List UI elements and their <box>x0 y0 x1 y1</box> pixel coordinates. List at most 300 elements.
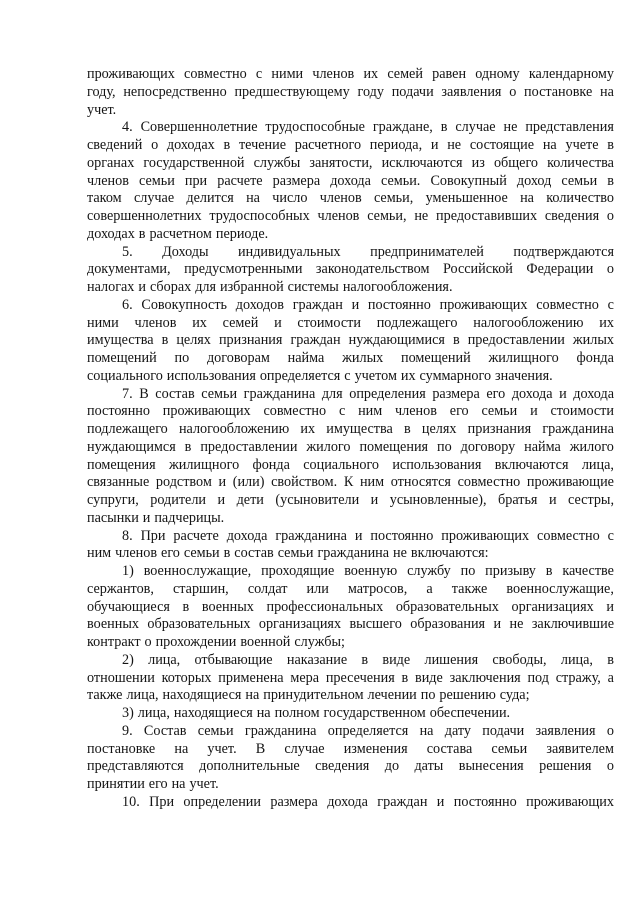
word: течение <box>238 137 286 153</box>
word: также <box>87 687 123 704</box>
word: проживающих <box>162 403 251 420</box>
word: 10. <box>122 793 140 810</box>
text-line <box>87 403 614 421</box>
text-line <box>87 528 614 546</box>
word: представления <box>525 119 614 136</box>
word: службы <box>253 154 301 171</box>
word: граждан <box>292 296 343 313</box>
word: в <box>607 137 614 153</box>
word: и <box>142 509 151 526</box>
word: признания <box>218 332 283 349</box>
word: исключаются <box>381 154 463 171</box>
text-line <box>87 652 614 670</box>
word: 6. <box>122 296 133 313</box>
word: фонда <box>576 350 614 366</box>
word: применена <box>218 669 284 686</box>
word: обеспечении. <box>429 705 511 721</box>
word: гражданина <box>542 421 614 437</box>
text-line <box>87 173 614 191</box>
word: Совершеннолетние <box>140 119 258 136</box>
word: случае <box>455 119 496 136</box>
word: организациях <box>258 616 342 633</box>
word: Совокупность <box>141 296 228 313</box>
word: лечении <box>367 687 417 704</box>
word: проживающих <box>441 527 530 544</box>
word: (или) <box>232 474 265 491</box>
word: его <box>161 545 180 562</box>
word: доход <box>516 172 552 189</box>
word: с <box>607 527 614 544</box>
word: календарному <box>528 66 614 82</box>
word: в <box>223 545 231 562</box>
word: делится <box>186 190 234 207</box>
word: также <box>451 580 488 597</box>
word: семьи <box>481 403 518 420</box>
word: В <box>139 385 149 402</box>
word: доходов <box>235 296 284 313</box>
word: в <box>361 651 369 668</box>
word: полном <box>274 705 320 721</box>
word: военных <box>201 598 254 615</box>
word: отбывающие <box>194 651 273 668</box>
word: виде <box>415 669 443 686</box>
word: проживающие <box>526 474 614 491</box>
word: под <box>527 669 549 686</box>
word: семьи <box>201 385 238 402</box>
word: проходящие <box>261 563 335 579</box>
word: из <box>471 154 485 171</box>
word: расчете <box>173 527 219 544</box>
word: совместно <box>184 66 247 82</box>
word: ними <box>271 66 304 82</box>
word: и <box>430 137 439 153</box>
text-line <box>87 670 614 688</box>
word: дополнительные <box>199 758 300 775</box>
word: проживающих <box>439 296 528 313</box>
word: для <box>321 385 343 402</box>
word: государственной <box>143 154 245 171</box>
word: семьи <box>277 545 314 562</box>
word: дохода <box>573 385 614 402</box>
word: которых <box>161 669 212 686</box>
word: на <box>520 190 534 207</box>
word: совместно <box>536 296 599 313</box>
word: принудительном <box>263 687 364 704</box>
word: решению <box>439 687 496 704</box>
word: членов <box>395 403 437 420</box>
word: и <box>548 492 557 508</box>
word: жилых <box>572 332 614 349</box>
word: предоставивших <box>436 208 538 224</box>
text-line <box>87 137 614 155</box>
word: государственном <box>323 705 426 721</box>
word: на <box>419 722 434 739</box>
word: о <box>509 83 517 100</box>
word: службу <box>407 563 451 579</box>
word: о <box>606 208 614 224</box>
text-line <box>87 776 614 794</box>
word: периоде. <box>215 225 269 242</box>
word: социального <box>87 367 163 384</box>
text-line <box>87 261 614 279</box>
text-line <box>87 190 614 208</box>
text-line <box>87 794 614 812</box>
word: Доходы <box>162 243 209 260</box>
word: При <box>140 527 166 544</box>
word: о <box>151 137 159 153</box>
word: фонда <box>252 456 290 473</box>
word: их <box>300 421 316 437</box>
word: предусмотренными <box>184 261 303 278</box>
word: лица, <box>560 651 593 668</box>
word: нуждающимся <box>87 438 176 455</box>
word: их <box>599 314 614 331</box>
word: военных <box>87 616 139 633</box>
word: их <box>363 66 379 82</box>
word: с <box>255 66 263 82</box>
word: лишения <box>424 651 479 668</box>
text-line <box>87 332 614 350</box>
word: число <box>272 190 308 207</box>
word: свойством. <box>271 474 338 491</box>
word: определяется <box>327 722 409 739</box>
word: году, <box>87 83 116 100</box>
word: на <box>256 705 271 721</box>
word: по <box>437 438 452 455</box>
text-line <box>87 386 614 404</box>
word: не <box>414 208 429 224</box>
word: мера <box>290 669 320 686</box>
word: ними <box>87 314 119 331</box>
word: 5. <box>122 243 133 260</box>
word: о <box>606 758 614 775</box>
word: в <box>161 332 169 349</box>
word: состав <box>155 385 195 402</box>
text-line <box>87 155 614 173</box>
word: отношении <box>87 669 155 686</box>
text-line <box>87 545 614 563</box>
word: гражданина <box>275 527 347 544</box>
word: качестве <box>562 563 614 579</box>
word: учет. <box>189 776 219 792</box>
word: семьи <box>183 545 220 562</box>
word: включаются <box>494 456 569 473</box>
document-body <box>87 66 614 812</box>
word: занятости, <box>309 154 373 171</box>
word: размера <box>432 385 480 402</box>
text-line <box>87 723 614 741</box>
word: старшин, <box>173 580 229 597</box>
text-line <box>87 492 614 510</box>
word: договорам <box>206 350 270 366</box>
word: проживающих <box>87 66 175 82</box>
word: усыновленные), <box>389 492 487 508</box>
word: подтверждаются <box>513 243 614 260</box>
word: виде <box>382 651 411 668</box>
text-line <box>87 563 614 581</box>
text-line <box>87 421 614 439</box>
word: семьи, <box>373 190 414 207</box>
word: учет. <box>207 740 237 757</box>
word: граждане, <box>372 119 433 136</box>
text-line <box>87 208 614 226</box>
word: семьи <box>561 172 598 189</box>
word: и <box>559 385 567 402</box>
word: лица, <box>126 687 159 704</box>
word: в <box>607 172 614 189</box>
word: в <box>182 598 190 615</box>
word: найма <box>524 438 561 455</box>
word: общего <box>493 154 539 171</box>
word: дети <box>236 492 264 508</box>
word: о <box>606 261 614 278</box>
word: контракт <box>87 634 141 650</box>
word: и <box>493 616 502 633</box>
word: определения <box>349 385 426 402</box>
word: 2) <box>122 651 134 668</box>
word: налогообложению <box>178 421 290 437</box>
word: 3) <box>122 705 134 721</box>
word: целях <box>421 421 457 437</box>
word: трудоспособные <box>265 119 365 136</box>
word: дохода <box>327 793 368 810</box>
word: членов <box>87 172 129 189</box>
word: состоящие <box>469 137 535 153</box>
word: военнослужащие, <box>506 580 614 597</box>
word: членов <box>115 545 158 562</box>
word: налогообложению <box>473 314 584 331</box>
word: учетом <box>354 367 397 384</box>
word: налогах <box>87 279 135 295</box>
word: и <box>138 279 146 295</box>
word: ним <box>359 474 385 491</box>
word: принятии <box>87 776 145 792</box>
word: и <box>274 314 282 331</box>
word: ним <box>87 545 112 562</box>
word: документами, <box>87 261 171 278</box>
word: граждан <box>290 332 341 349</box>
word: социального <box>303 456 380 473</box>
word: сведения <box>544 208 600 224</box>
word: Федерации <box>526 261 594 278</box>
word: членов <box>312 66 355 82</box>
text-line <box>87 510 614 528</box>
word: военнослужащие, <box>143 563 252 579</box>
word: дату <box>444 722 471 739</box>
word: по <box>460 563 476 579</box>
word: 1) <box>122 563 134 579</box>
word: о <box>144 634 152 650</box>
word: а <box>607 669 614 686</box>
word: постановке <box>524 83 593 100</box>
word: для <box>195 279 217 295</box>
word: его <box>449 403 469 420</box>
text-line <box>87 457 614 475</box>
word: на <box>542 137 557 153</box>
text-line <box>87 226 614 244</box>
word: подлежащего <box>87 421 168 437</box>
text-line <box>87 705 614 723</box>
word: расчете <box>217 172 263 189</box>
word: образования <box>410 616 486 633</box>
word: изменения <box>343 740 408 757</box>
word: его <box>148 776 168 792</box>
word: заключения <box>449 669 521 686</box>
word: на <box>174 740 189 757</box>
word: постоянно <box>367 296 431 313</box>
word: равен <box>432 66 467 82</box>
word: суммарного <box>419 367 492 384</box>
text-line <box>87 244 614 262</box>
word: сержантов, <box>87 580 154 597</box>
word: использования <box>392 456 482 473</box>
word: состава <box>426 740 473 757</box>
word: уменьшенное <box>425 190 508 207</box>
word: находящиеся <box>162 687 242 704</box>
word: прохождении <box>155 634 237 650</box>
word: свободы, <box>492 651 547 668</box>
word: 4. <box>122 119 133 136</box>
word: и <box>217 492 226 508</box>
word: сестры, <box>568 492 614 508</box>
word: количество <box>546 190 614 207</box>
word: супруги, <box>87 492 139 508</box>
word: заявителем <box>546 740 614 757</box>
word: случае <box>133 190 175 207</box>
word: помещений <box>87 350 157 366</box>
word: жилищного <box>168 456 240 473</box>
word: помещения <box>87 456 156 473</box>
word: членов <box>134 314 177 331</box>
text-line <box>87 687 614 705</box>
word: гражданина <box>244 722 317 739</box>
word: расчетном <box>149 225 212 242</box>
word: К <box>343 474 354 491</box>
word: органах <box>87 154 135 171</box>
word: Состав <box>143 722 187 739</box>
word: трудоспособных <box>209 208 310 224</box>
word: в <box>440 119 448 136</box>
text-line <box>87 279 614 297</box>
word: не <box>509 616 524 633</box>
word: учет. <box>87 101 117 118</box>
word: предоставлении <box>467 332 565 349</box>
word: размера <box>270 793 318 810</box>
word: семей <box>387 66 423 82</box>
word: в <box>607 651 614 668</box>
word: не <box>447 137 462 153</box>
text-line <box>87 119 614 137</box>
word: с <box>344 367 351 384</box>
word: дохода <box>226 527 268 544</box>
word: связанные <box>87 474 150 491</box>
word: или <box>306 580 329 597</box>
word: членов <box>317 208 360 224</box>
word: постоянно <box>87 403 150 420</box>
text-line <box>87 634 614 652</box>
word: до <box>384 758 400 775</box>
word: году <box>357 83 384 100</box>
word: жилищного <box>488 350 559 366</box>
word: семьи <box>491 740 528 757</box>
word: таком <box>87 190 122 207</box>
word: лица, <box>581 456 614 473</box>
text-line <box>87 741 614 759</box>
word: подачи <box>482 722 525 739</box>
word: военную <box>344 563 398 579</box>
word: размера <box>272 172 321 189</box>
word: относятся <box>390 474 451 491</box>
word: организациях <box>511 598 594 615</box>
text-line <box>87 297 614 315</box>
word: в <box>452 332 460 349</box>
word: помещений <box>401 350 471 366</box>
word: налогообложения. <box>342 279 453 295</box>
word: определении <box>183 793 261 810</box>
word: совершеннолетних <box>87 208 202 224</box>
word: лица, <box>148 651 181 668</box>
word: вынесения <box>458 758 524 775</box>
word: призыву <box>485 563 536 579</box>
word: и <box>530 403 538 420</box>
word: договору <box>460 438 516 455</box>
word: и <box>606 598 614 615</box>
word: включаются: <box>410 545 489 562</box>
word: с <box>607 296 614 313</box>
word: найма <box>287 350 325 366</box>
word: имущества <box>87 332 154 349</box>
word: и <box>351 296 360 313</box>
word: (усыновители <box>275 492 360 508</box>
word: на <box>600 83 614 100</box>
word: избранной <box>219 279 284 295</box>
word: предпринимателей <box>370 243 484 260</box>
word: совместно <box>263 403 327 420</box>
word: При <box>149 793 175 810</box>
word: целях <box>176 332 211 349</box>
word: совместно <box>457 474 521 491</box>
word: подачи <box>391 83 434 100</box>
word: семей <box>222 314 259 331</box>
word: пасынки <box>87 509 139 526</box>
word: в <box>403 421 411 437</box>
word: стоимости <box>550 403 614 420</box>
word: жилых <box>342 350 384 366</box>
word: граждан <box>377 793 428 810</box>
text-line <box>87 315 614 333</box>
word: его <box>486 385 506 402</box>
word: матросов, <box>347 580 408 597</box>
word: при <box>184 172 208 189</box>
word: и <box>218 474 227 491</box>
word: службы; <box>294 634 345 650</box>
word: родством <box>155 474 212 491</box>
word: учете <box>565 137 599 153</box>
word: доходах <box>166 137 215 153</box>
word: значения. <box>495 367 553 384</box>
word: представляются <box>87 758 184 775</box>
word: 8. <box>122 527 133 544</box>
word: системы <box>287 279 339 295</box>
text-line <box>87 439 614 457</box>
word: падчерицы. <box>154 509 225 526</box>
word: по <box>420 687 436 704</box>
word: подлежащего <box>376 314 458 331</box>
word: имущества <box>326 421 393 437</box>
word: военной <box>240 634 291 650</box>
word: суда; <box>499 687 530 704</box>
word: стражу, <box>555 669 601 686</box>
